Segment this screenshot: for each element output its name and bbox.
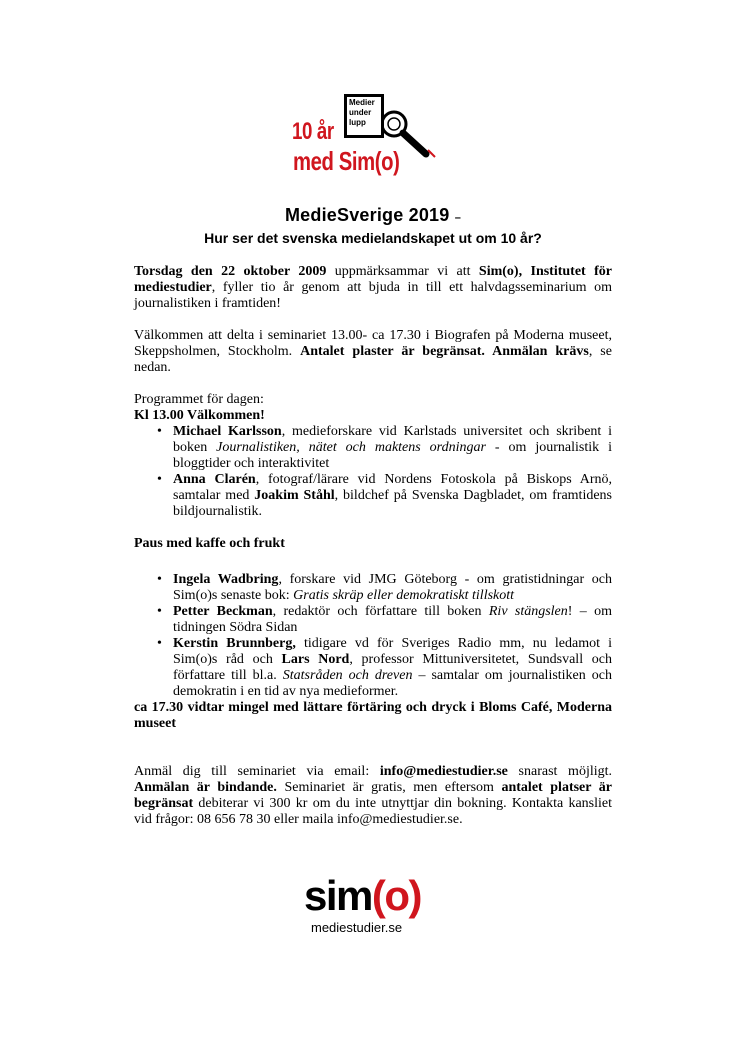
signup-text-4: debiterar vi 300 kr om du inte utnyttjar din bokning. Kontakta kansliet vid frågor: 08 656 78 30 eller maila info@mediestudier.se. <box>134 796 612 827</box>
list-item <box>134 636 612 700</box>
signup-binding: Anmälan är bindande. <box>134 780 277 795</box>
event-date: Torsdag den 22 oktober 2009 <box>134 264 327 279</box>
book-title: Riv stängslen <box>488 604 568 619</box>
signup-email: info@mediestudier.se <box>379 764 508 779</box>
title-text: MedieSverige 2019 <box>284 205 450 225</box>
book-title: Gratis skräp eller demokratiskt tillskott <box>293 588 515 603</box>
simo-sim: sim <box>304 872 372 919</box>
program-list-part-2 <box>134 572 612 700</box>
anniversary-logo <box>288 90 448 182</box>
signup-limited-seats: antalet platser är begränsat <box>134 780 613 811</box>
signup-text-2: snarast möjligt. <box>507 764 612 779</box>
item-text: , bildchef på Svenska Dagbladet, om framtidens bildjournalistik. <box>173 488 612 519</box>
program-welcome-time <box>134 408 612 424</box>
list-item <box>134 604 612 636</box>
welcome-text-1: Välkommen att delta i seminariet 13.00- ca 17.30 i Biografen på Moderna museet, Skeppsholmen, Stockholm. <box>134 328 612 359</box>
simo-wordmark <box>304 872 421 920</box>
list-item <box>134 472 612 520</box>
speaker-name: Michael Karlsson <box>173 424 282 439</box>
pause-heading <box>134 536 612 552</box>
signup-text-3: Seminariet är gratis, men eftersom <box>276 780 502 795</box>
signup-paragraph <box>134 764 612 828</box>
item-text: tidigare vd för Sveriges Radio mm, nu ledamot i Sim(o)s råd och <box>173 636 612 667</box>
program-list-part-1 <box>134 424 612 520</box>
simo-website: mediestudier.se <box>311 920 403 935</box>
bullet-icon: • <box>157 636 162 651</box>
speaker-name: Lars Nord <box>281 652 350 667</box>
bullet-icon: • <box>157 604 162 619</box>
speaker-name: Petter Beckman <box>173 604 273 619</box>
bullet-icon: • <box>157 572 162 587</box>
document-body <box>134 264 612 828</box>
book-title: Journalistiken, nätet och maktens ordningar <box>216 440 486 455</box>
welcome-text-2: , se nedan. <box>134 344 612 375</box>
organization-name: Sim(o), Institutet för mediestudier <box>134 264 612 295</box>
bullet-icon: • <box>157 472 162 487</box>
item-text: , redaktör och författare till boken <box>272 604 489 619</box>
page-subtitle: Hur ser det svenska medielandskapet ut om 10 år? <box>204 230 542 246</box>
pause-text: Paus med kaffe och frukt <box>134 536 285 551</box>
logo-box-line-2: under <box>349 108 372 117</box>
simo-logo <box>303 872 433 940</box>
intro-paragraph <box>134 264 612 312</box>
welcome-limited-seats: Antalet plaster är begränsat. Anmälan krävs <box>300 344 589 359</box>
title-dash: – <box>454 212 462 224</box>
media-under-lens-box <box>344 94 384 138</box>
item-text: – samtalar om journalistiken och demokratin i en tid av nya medieformer. <box>173 668 612 699</box>
logo-with-simo: med Sim(o) <box>293 146 400 176</box>
list-item <box>134 572 612 604</box>
speaker-name: Ingela Wadbring <box>173 572 279 587</box>
signup-text-1: Anmäl dig till seminariet via email: <box>134 764 380 779</box>
closing-text: ca 17.30 vidtar mingel med lättare förtäring och dryck i Bloms Café, Moderna museet <box>134 700 612 731</box>
logo-ten-years: 10 år <box>292 118 334 145</box>
book-title: Statsråden och dreven <box>282 668 413 683</box>
program-heading: Programmet för dagen: <box>134 392 264 407</box>
speaker-name: Anna Clarén <box>173 472 256 487</box>
logo-box-line-1: Medier <box>349 98 375 107</box>
item-text: , fotograf/lärare vid Nordens Fotoskola på Biskops Arnö, samtalar med <box>173 472 612 503</box>
intro-text-1: uppmärksammar vi att <box>326 264 479 279</box>
item-text: , professor Mittuniversitetet, Sundsvall och författare till bl.a. <box>173 652 612 683</box>
page-title <box>0 205 746 226</box>
list-item <box>134 424 612 472</box>
simo-paren: (o) <box>371 872 422 919</box>
welcome-paragraph <box>134 328 612 376</box>
item-text: - om journalistik i bloggtider och interaktivitet <box>173 440 612 471</box>
item-text: , medieforskare vid Karlstads universitet och skribent i boken <box>173 424 613 455</box>
intro-text-2: , fyller tio år genom att bjuda in till ett halvdagsseminarium om journalistiken i framtiden! <box>134 280 612 311</box>
logo-box-line-3: lupp <box>349 118 366 127</box>
speaker-name: Kerstin Brunnberg, <box>173 636 296 651</box>
item-text: ! – om tidningen Södra Sidan <box>173 604 613 635</box>
item-text: , forskare vid JMG Göteborg - om gratistidningar och Sim(o)s senaste bok: <box>173 572 612 603</box>
speaker-name: Joakim Ståhl <box>254 488 335 503</box>
program-kl-1300: Kl 13.00 Välkommen! <box>134 408 265 423</box>
closing-mingle <box>134 700 612 732</box>
bullet-icon: • <box>157 424 162 439</box>
